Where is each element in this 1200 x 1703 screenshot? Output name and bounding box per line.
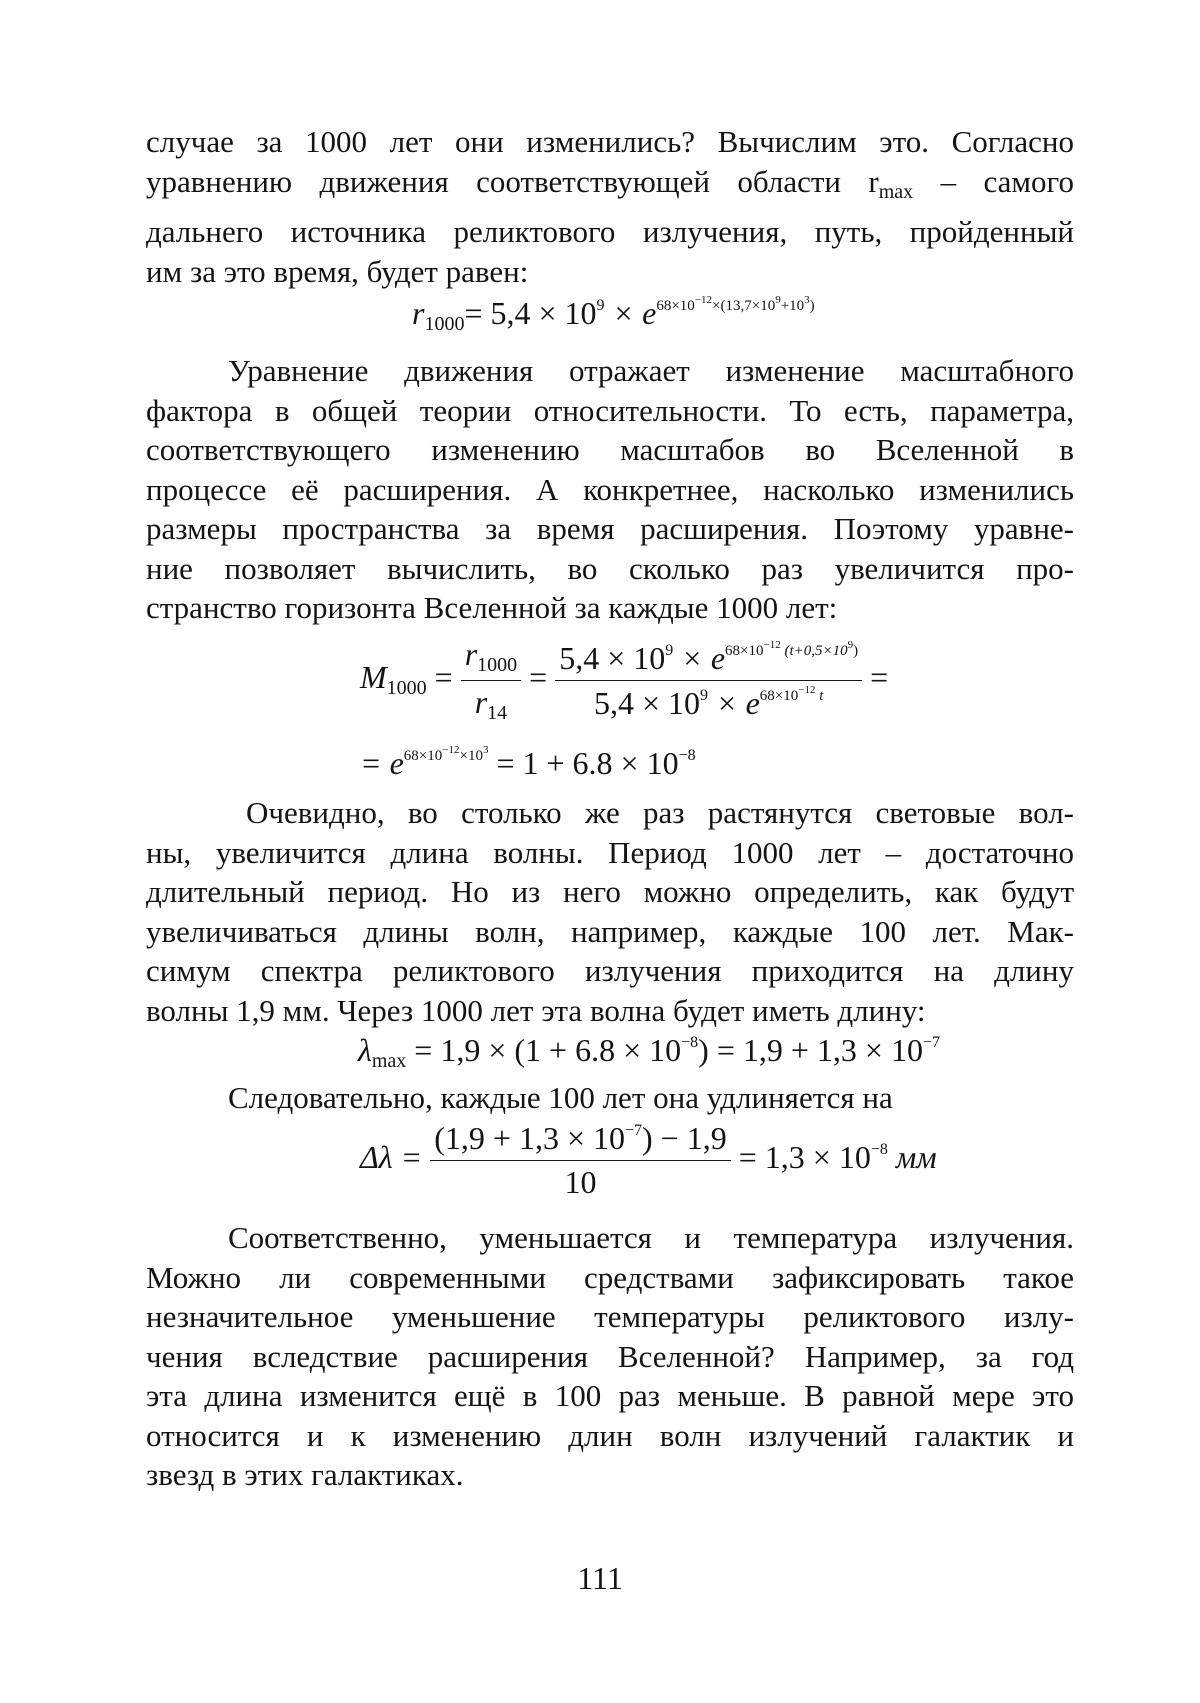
formula-symbol: λ [358,1032,372,1068]
subscript: 1000 [386,676,427,699]
text-line: Очевидно, во столько же раз растянутся световые вол- [246,795,1074,830]
superscript: −8 [681,1034,699,1051]
page-number: 111 [577,1560,623,1596]
text-line: волны 1,9 мм. Через 1000 лет эта волна будет иметь длину: [146,992,926,1028]
text-line: звезд в этих галактиках. [146,1457,464,1492]
exponent: 68×10−12×103 [403,744,489,764]
fraction [461,636,521,725]
subscript: 1000 [424,313,465,335]
formula-symbol: M [360,658,387,695]
unit: мм [887,1138,937,1175]
fraction-denominator: 10 [564,1164,597,1200]
formula-text: = 1,9 × (1 + 6.8 × 10 [406,1032,682,1068]
formula-m1000 [360,636,888,725]
fraction [430,1120,730,1201]
formula-text: = 1,3 × 10 [738,1138,871,1175]
formula-text: × e [604,295,657,331]
fraction-numerator: $r_{1000}$ [461,636,521,681]
fraction [555,639,862,722]
text-line: соответствующего изменению масштабов во Вселенной в [146,432,1074,467]
text-line: относится и к изменению длин волн излучений галактик и [146,1417,1074,1453]
formula-text: = [870,658,889,695]
superscript: −8 [870,1140,888,1158]
paragraph-5 [146,1218,1074,1495]
text-fragment: – самого [913,163,1074,199]
text-line: странство горизонта Вселенной за каждые 1000 лет: [146,590,838,625]
paragraph-3 [146,793,1074,1030]
formula-exponent-result [360,744,696,782]
text-line: длительный период. Но из него можно определить, как будут [146,874,1074,909]
superscript: 9 [596,297,605,314]
text-line: ние позволяет вычислить, во сколько раз увеличится про- [146,550,1074,586]
fraction-denominator: $5,4 \times 10^9 \times e^{68\times 10^{-12} t}$ [593,684,824,721]
formula-symbol: r [412,295,425,331]
text-line: случае за 1000 лет они изменились? Вычислим это. Согласно [146,124,1074,159]
subscript: max [878,180,914,203]
text-line: размеры пространства за время расширения. Поэтому уравне- [146,511,1074,546]
text-line: дальнего источника реликтового излучения, путь, пройденный [146,214,1074,249]
superscript: −8 [678,747,696,764]
text-line: ны, увеличится длина волны. Период 1000 лет – достаточно [146,834,1074,870]
formula-text: = [434,658,453,695]
paragraph-2 [146,351,1074,628]
formula-text: = 1 + 6.8 × 10 [488,745,679,781]
text-line: Можно ли современными средствами зафиксировать такое [146,1259,1074,1295]
text-line: процессе её расширения. А конкретнее, насколько изменились [146,471,1074,507]
formula-lambda-max [358,1032,940,1073]
formula-text: = 5,4 × 10 [464,295,597,331]
formula-text: Δλ = [360,1138,423,1175]
text-line: фактора в общей теории относительности. То есть, параметра, [146,392,1074,428]
formula-delta-lambda [360,1120,937,1201]
text-line: чения вследствие расширения Вселенной? Например, за год [146,1338,1074,1374]
exponent: 68×10−12×(13,7×109+103) [656,294,815,314]
subscript: max [371,1050,407,1072]
text-line: Уравнение движения отражает изменение масштабного [228,353,1074,388]
formula-text: = [529,658,548,695]
text-line: им за это время, будет равен: [146,253,529,289]
superscript: −7 [922,1034,940,1051]
text-line [146,162,1074,213]
text-line: Следовательно, каждые 100 лет она удлиняется на [228,1080,893,1115]
text-line: незначительное уменьшение температуры реликтового излу- [146,1299,1074,1334]
fraction-numerator: $(1,9 + 1,3 \times 10^{-7}) - 1,9$ [430,1120,730,1161]
formula-r1000 [412,294,815,336]
text-line: Соответственно, уменьшается и температура излучения. [228,1220,1074,1255]
paragraph-1 [146,122,1074,291]
text-line: эта длина изменится ещё в 100 раз меньше. В равной мере это [146,1378,1074,1413]
fraction-numerator: $5,4 \times 10^9 \times e^{68\times 10^{-12} (t+0,5\times 10^9)}$ [555,639,862,681]
text-line: симум спектра реликтового излучения приходится на длину [146,953,1074,988]
formula-text: ) = 1,9 + 1,3 × 10 [698,1032,923,1068]
fraction-denominator: $r_{14}$ [474,684,508,724]
text-fragment: уравнению движения соответствующей области r [146,163,879,199]
paragraph-4 [146,1078,1074,1118]
text-line: увеличиваться длины волн, например, каждые 100 лет. Мак- [146,913,1074,949]
formula-text: = e [360,745,404,781]
